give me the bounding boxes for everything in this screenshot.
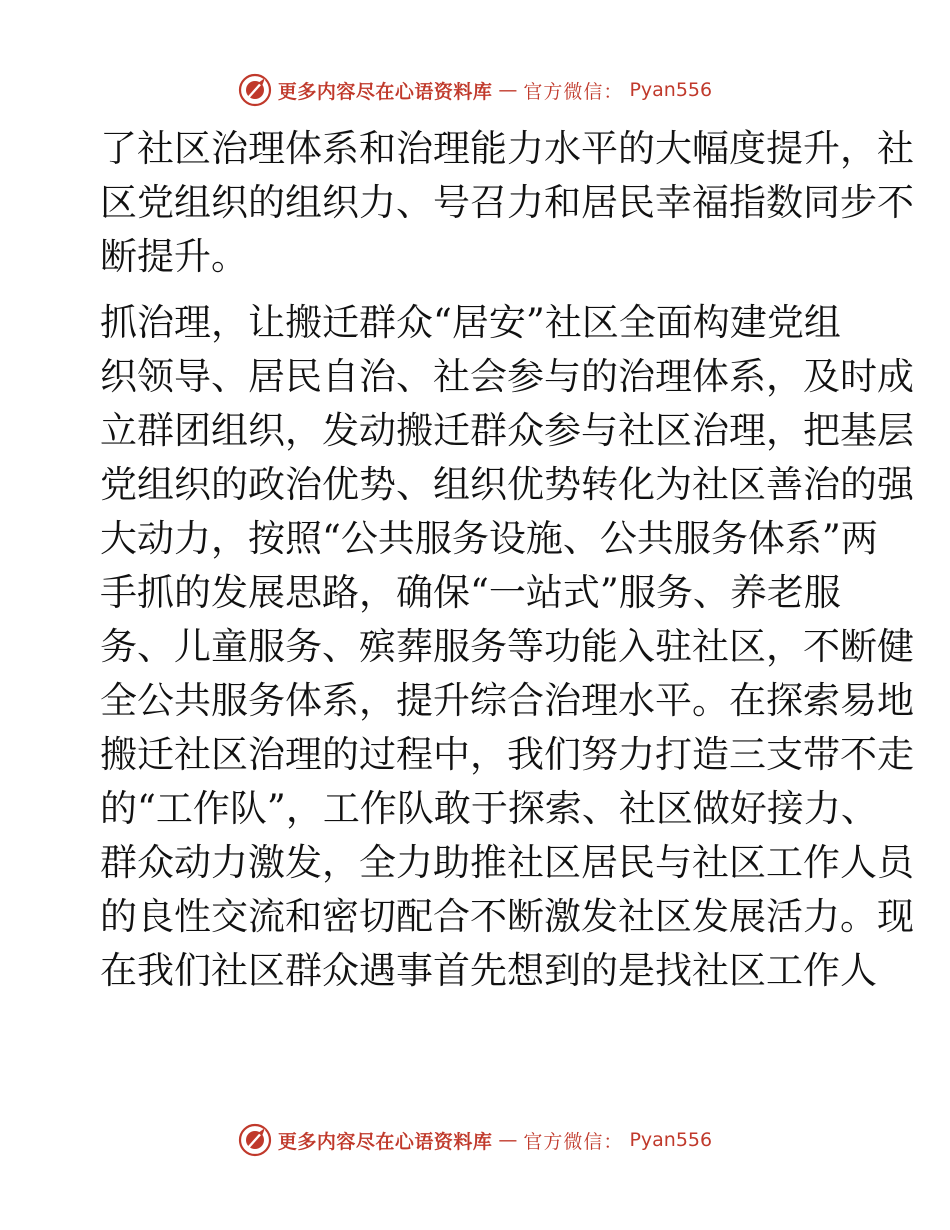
- text-line: 在我们社区群众遇事首先想到的是找社区工作人: [100, 949, 877, 992]
- watermark-text: 更多内容尽在心语资料库: [277, 80, 493, 103]
- text-line: 大动力，按照“公共服务设施、公共服务体系”两: [100, 517, 878, 560]
- text-line: 的良性交流和密切配合不断激发社区发展活力。现: [100, 895, 914, 938]
- watermark-separator: —: [498, 1129, 518, 1151]
- text-line: 抓治理，让搬迁群众“居安”社区全面构建党组: [100, 301, 841, 344]
- text-line: 立群团组织，发动搬迁群众参与社区治理，把基层: [100, 409, 914, 452]
- watermark-wechat-id: Pyan556: [629, 1129, 713, 1151]
- text-line: 区党组织的组织力、号召力和居民幸福指数同步不: [100, 181, 914, 224]
- text-line: 手抓的发展思路，确保“一站式”服务、养老服: [100, 571, 841, 614]
- watermark-text: 更多内容尽在心语资料库: [277, 1130, 493, 1153]
- footer-watermark: [0, 1120, 950, 1160]
- paragraph-gap: [100, 284, 850, 296]
- text-line: 全公共服务体系，提升综合治理水平。在探索易地: [100, 679, 914, 722]
- text-line: 党组织的政治优势、组织优势转化为社区善治的强: [100, 463, 914, 506]
- watermark-separator: —: [498, 79, 518, 101]
- watermark-wechat-id: Pyan556: [629, 79, 713, 101]
- quill-logo-icon: [238, 1123, 272, 1157]
- text-line: 了社区治理体系和治理能力水平的大幅度提升，社: [100, 127, 914, 170]
- text-line: 的“工作队”，工作队敢于探索、社区做好接力、: [100, 787, 878, 830]
- paragraph-2: [100, 296, 914, 998]
- quill-logo-icon: [238, 73, 272, 107]
- text-line: 群众动力激发，全力助推社区居民与社区工作人员: [100, 841, 914, 884]
- text-line: 搬迁社区治理的过程中，我们努力打造三支带不走: [100, 733, 914, 776]
- paragraph-1: [100, 122, 914, 284]
- text-line: 断提升。: [100, 235, 248, 278]
- document-body: [100, 122, 914, 998]
- text-line: 务、儿童服务、殡葬服务等功能入驻社区，不断健: [100, 625, 914, 668]
- header-watermark: [0, 70, 950, 110]
- watermark-wechat-label: 官方微信：: [523, 80, 624, 103]
- text-line: 织领导、居民自治、社会参与的治理体系，及时成: [100, 355, 914, 398]
- watermark-wechat-label: 官方微信：: [523, 1130, 624, 1153]
